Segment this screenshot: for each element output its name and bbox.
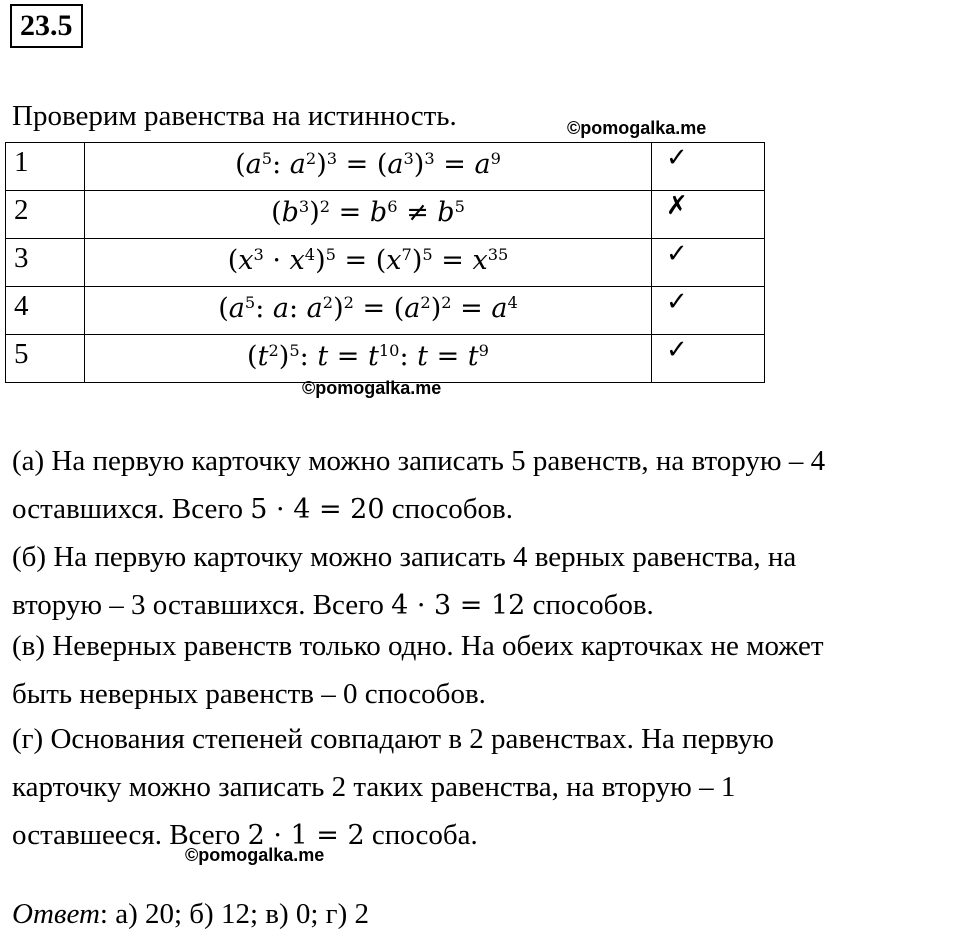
paragraph-b (12, 533, 796, 630)
equality-4: ($a^5$: a: $a^2)^2 = (a^2)^2 = a^4$ (85, 287, 652, 335)
answer-text: : а) 20; б) 12; в) 0; г) 2 (99, 898, 369, 930)
problem-number: 23.5 (10, 4, 83, 48)
cross-mark-icon: ✗ (652, 191, 765, 239)
math-expression: 2 · 1 = 2 (247, 820, 365, 851)
table-row (6, 191, 765, 239)
equality-5: $(t^2)^5$: $t = t^{10}$: $t = t^9$ (85, 335, 652, 383)
equality-3: $(x^3 \cdot x^4)^5 = (x^7)^5 = x^{35}$ (85, 239, 652, 287)
equality-1: ($a^5$: $a^2)^3 = (a^3)^3 = a^9$ (85, 143, 652, 191)
watermark: ©pomogalka.me (567, 118, 707, 138)
paragraph-line: (г) Основания степеней совпадают в 2 равенствах. На первую (12, 723, 774, 755)
check-mark-icon: ✓ (652, 239, 765, 287)
paragraph-line (12, 485, 825, 534)
equalities-table (5, 142, 765, 383)
text-span: способа. (364, 819, 478, 851)
text-span: вторую – 3 оставшихся. Всего (12, 589, 392, 621)
check-mark-icon: ✓ (652, 143, 765, 191)
paragraph-line: (а) На первую карточку можно записать 5 равенств, на вторую – 4 (12, 445, 826, 477)
watermark: ©pomogalka.me (185, 845, 325, 865)
answer-label: Ответ (12, 898, 100, 930)
paragraph-line (12, 811, 774, 860)
watermark: ©pomogalka.me (302, 378, 442, 398)
row-number: 1 (6, 143, 85, 191)
paragraph-d (12, 715, 774, 860)
paragraph-a (12, 437, 825, 534)
row-number: 5 (6, 335, 85, 383)
text-span: оставшееся. Всего (12, 819, 248, 851)
intro-text: Проверим равенства на истинность. (12, 100, 457, 132)
table-row (6, 239, 765, 287)
table-row (6, 143, 765, 191)
paragraph-line: быть неверных равенств – 0 способов. (12, 678, 486, 710)
check-mark-icon: ✓ (652, 335, 765, 383)
math-expression: 5 · 4 = 20 (250, 494, 385, 525)
row-number: 3 (6, 239, 85, 287)
paragraph-line: карточку можно записать 2 таких равенства, на вторую – 1 (12, 771, 736, 803)
table-row (6, 335, 765, 383)
text-span: способов. (384, 493, 513, 525)
text-span: оставшихся. Всего (12, 493, 251, 525)
equality-2: $(b^3)^2 = b^6 \ne b^5$ (85, 191, 652, 239)
check-mark-icon: ✓ (652, 287, 765, 335)
paragraph-c (12, 622, 824, 718)
answer (12, 898, 369, 931)
math-expression: 4 · 3 = 12 (391, 590, 526, 621)
paragraph-line: (в) Неверных равенств только одно. На обеих карточках не может (12, 630, 824, 662)
text-span: способов. (525, 589, 654, 621)
row-number: 2 (6, 191, 85, 239)
table-row (6, 287, 765, 335)
row-number: 4 (6, 287, 85, 335)
paragraph-line: (б) На первую карточку можно записать 4 верных равенства, на (12, 541, 797, 573)
